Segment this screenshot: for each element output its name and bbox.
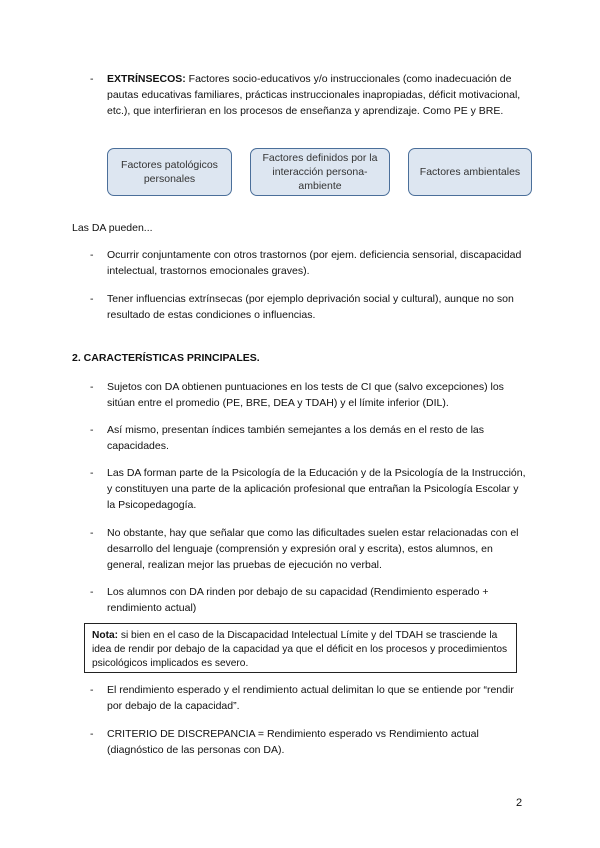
list-dash: - [90,381,94,393]
list-dash: - [90,467,94,479]
list-dash: - [90,249,94,261]
list-dash: - [90,684,94,696]
characteristic-5: Los alumnos con DA rinden por debajo de su capacidad (Rendimiento esperado + rendimiento actual) [107,586,489,615]
characteristic-2: Así mismo, presentan índices también semejantes a los demás en el resto de las capacidades. [107,424,485,453]
section-heading: 2. CARACTERÍSTICAS PRINCIPALES. [72,352,260,364]
note-label: Nota: [92,630,119,641]
diagram-box-patologicos: Factores patológicos personales [107,148,232,196]
final-item-1: El rendimiento esperado y el rendimiento actual delimitan lo que se entiende por “rendir por debajo de la capacidad”. [107,684,514,713]
page-number: 2 [516,797,523,809]
list-dash: - [90,293,94,305]
da-intro: Las DA pueden... [72,222,153,234]
extrinsecos-label: EXTRÍNSECOS: [107,73,186,85]
final-item-2: CRITERIO DE DISCREPANCIA = Rendimiento esperado vs Rendimiento actual (diagnóstico de las personas con DA). [107,728,479,757]
note-box [84,623,517,673]
extrinsecos-paragraph [107,71,527,120]
list-dash: - [90,424,94,436]
da-item-2: Tener influencias extrínsecas (por ejemplo deprivación social y cultural), aunque no son resultado de estas condiciones o influencias. [107,293,514,322]
list-dash: - [90,527,94,539]
list-dash: - [90,728,94,740]
diagram-box-interaccion: Factores definidos por la interacción persona-ambiente [250,148,390,196]
characteristic-4: No obstante, hay que señalar que como las dificultades suelen estar relacionadas con el desarrollo del lenguaje (comprensión y expresión oral y escrita), estos alumnos, en general, realizan mejor las pruebas de ejecución no verbal. [107,527,519,572]
characteristic-1: Sujetos con DA obtienen puntuaciones en los tests de CI que (salvo excepciones) los sitúan entre el promedio (PE, BRE, DEA y TDAH) y el límite inferior (DIL). [107,381,504,410]
da-item-1: Ocurrir conjuntamente con otros trastornos (por ejem. deficiencia sensorial, discapacidad intelectual, trastornos emocionales graves). [107,249,522,278]
list-dash: - [90,73,94,85]
extrinsecos-text: Factores socio-educativos y/o instruccionales (como inadecuación de pautas educativas familiares, prácticas instruccionales inapropiadas, déficit motivacional, etc.), que interfirieran en los procesos de enseñanza y aprendizaje. Como PE y BRE. [107,73,521,118]
list-dash: - [90,586,94,598]
characteristic-3: Las DA forman parte de la Psicología de la Educación y de la Psicología de la Instrucción, y constituyen una parte de la aplicación profesional que entrañan la Psicología Escolar y la Psicopedagogía. [107,467,526,512]
diagram-box-ambientales: Factores ambientales [408,148,532,196]
note-text: si bien en el caso de la Discapacidad Intelectual Límite y del TDAH se trasciende la idea de rendir por debajo de la capacidad ya que el déficit en los procesos y procedimientos psicológicos implicados es severo. [92,630,508,669]
